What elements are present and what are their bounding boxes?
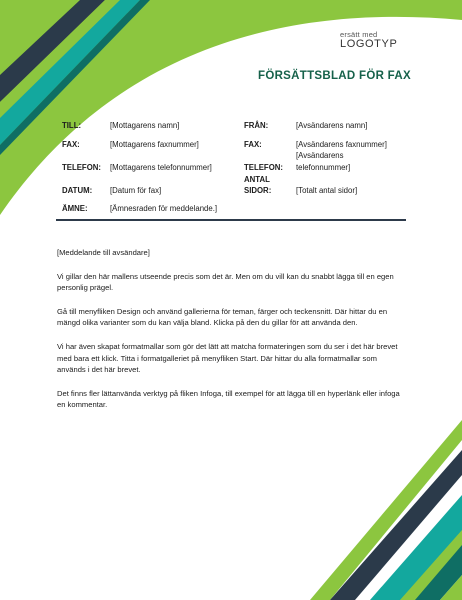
message-placeholder[interactable]: [Meddelande till avsändare]: [57, 248, 150, 257]
message-paragraph-2[interactable]: Gå till menyfliken Design och använd gallerierna för teman, färger och teckensnitt. Där hittar du en mängd olika varianter som du kan välja bland. Klicka på den du gillar för att använda den.: [57, 306, 388, 328]
from-label: FRÅN:: [244, 121, 269, 130]
message-body[interactable]: [57, 247, 405, 423]
to-value[interactable]: [Mottagarens namn]: [110, 121, 180, 130]
logo-line-1: ersätt med: [340, 30, 378, 39]
from-value[interactable]: [Avsändarens namn]: [296, 121, 368, 130]
from-phone-label: TELEFON:: [244, 163, 283, 172]
pages-value[interactable]: [Totalt antal sidor]: [296, 186, 358, 195]
fax-value[interactable]: [Mottagarens faxnummer]: [110, 140, 199, 149]
subject-value[interactable]: [Ämnesraden för meddelande.]: [110, 204, 218, 213]
header-divider: [56, 219, 406, 221]
date-value[interactable]: [Datum för fax]: [110, 186, 162, 195]
pages-label-2: SIDOR:: [244, 186, 272, 195]
phone-value[interactable]: [Mottagarens telefonnummer]: [110, 163, 212, 172]
message-paragraph-1[interactable]: Vi gillar den här mallens utseende precis som det är. Men om du vill kan du snabbt lägga till en egen personlig prägel.: [57, 271, 394, 293]
message-paragraph-4[interactable]: Det finns fler lättanvända verktyg på fliken Infoga, till exempel för att lägga till en hyperlänk eller infoga en kommentar.: [57, 388, 400, 410]
logo-placeholder: [340, 30, 400, 50]
from-phone-value-2[interactable]: telefonnummer]: [296, 163, 351, 172]
from-fax-label: FAX:: [244, 140, 262, 149]
logo-line-2: LOGOTYP: [340, 38, 398, 50]
to-label: TILL:: [62, 121, 82, 130]
from-phone-value-1[interactable]: [Avsändarens: [296, 151, 344, 160]
phone-label: TELEFON:: [62, 163, 101, 172]
date-label: DATUM:: [62, 186, 93, 195]
from-fax-value[interactable]: [Avsändarens faxnummer]: [296, 140, 387, 149]
pages-label-1: ANTAL: [244, 175, 270, 184]
message-paragraph-3[interactable]: Vi har även skapat formatmallar som gör det lätt att matcha formateringen som du ser i det här brevet med bara ett klick. Titta i formatgalleriet på menyfliken Start. Där hittar du alla formatmallar som används i det här brevet.: [57, 341, 398, 375]
subject-label: ÄMNE:: [62, 204, 88, 213]
fax-label: FAX:: [62, 140, 80, 149]
document-title: FÖRSÄTTSBLAD FÖR FAX: [258, 70, 411, 82]
